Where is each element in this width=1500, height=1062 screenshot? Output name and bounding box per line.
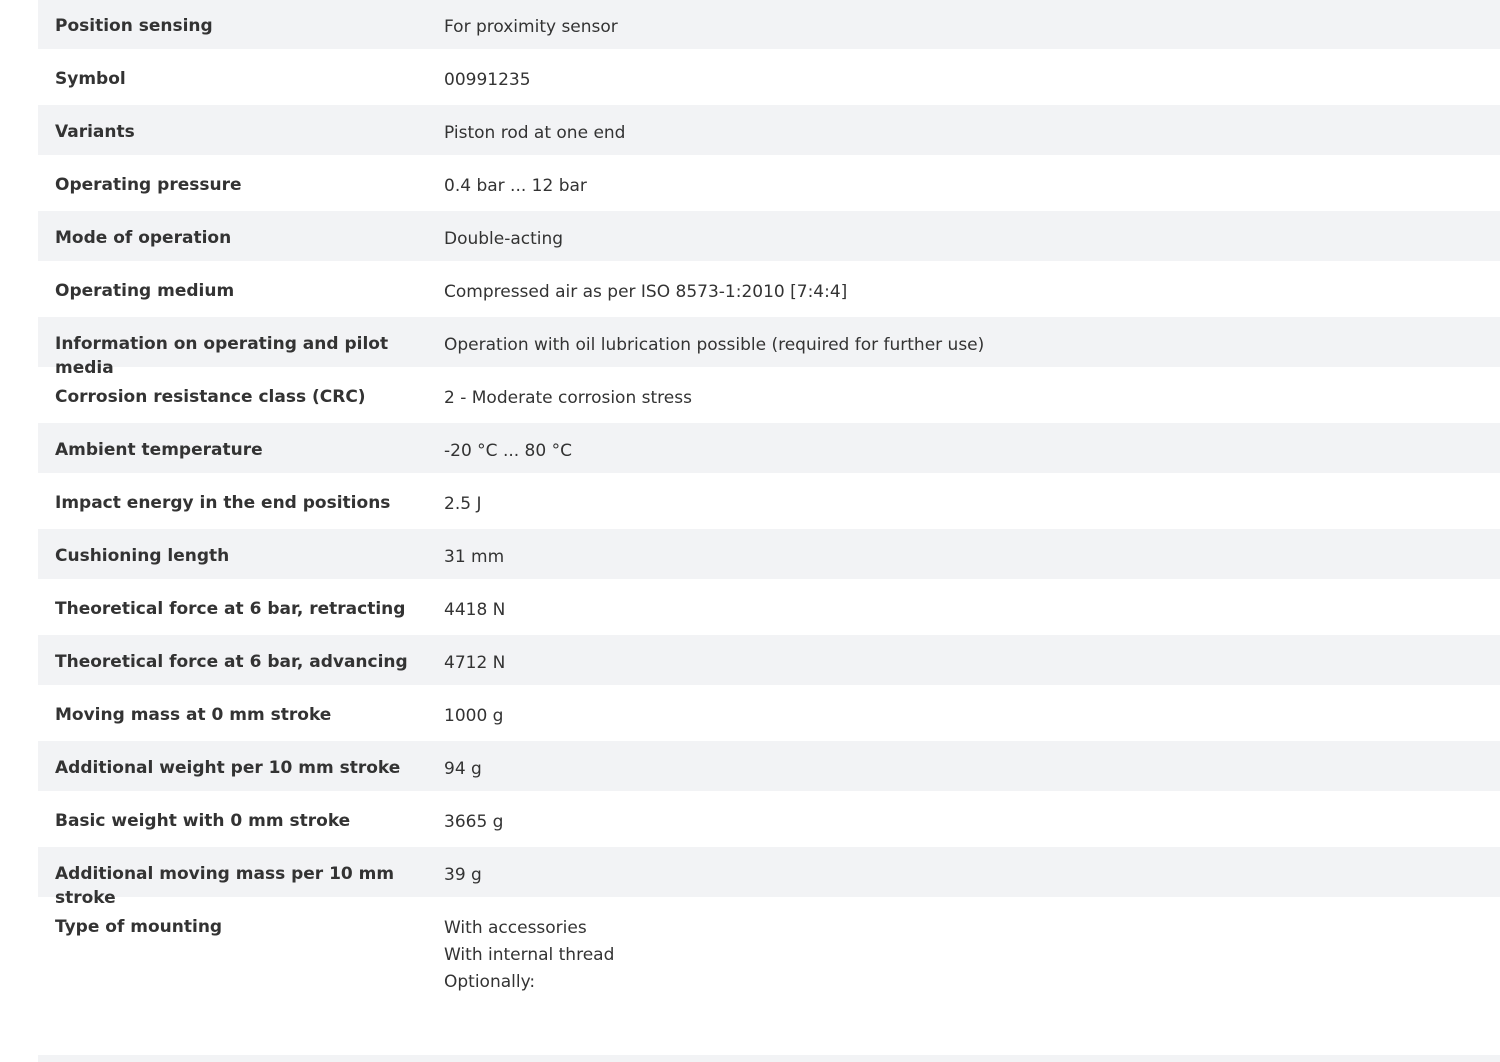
spec-row-operating-medium [38, 261, 1500, 317]
spec-label: Additional moving mass per 10 mm stroke [55, 864, 395, 908]
spec-value-line: Optionally: [444, 972, 536, 992]
spec-row-variants [38, 105, 1500, 155]
spec-value: 94 g [444, 759, 482, 779]
spec-value: 31 mm [444, 547, 505, 567]
spec-label: Cushioning length [55, 546, 230, 566]
spec-value: 39 g [444, 865, 482, 885]
spec-value: 0.4 bar ... 12 bar [444, 176, 587, 196]
technical-data-table [38, 0, 1500, 1008]
spec-value: Compressed air as per ISO 8573-1:2010 [7:4:4] [444, 282, 848, 302]
spec-row-additional-moving-mass [38, 847, 1500, 908]
spec-row-ambient-temperature [38, 423, 1500, 473]
spec-label: Additional weight per 10 mm stroke [55, 758, 401, 778]
spec-label: Theoretical force at 6 bar, advancing [55, 652, 408, 672]
spec-value: Operation with oil lubrication possible (required for further use) [444, 335, 985, 355]
spec-row-impact-energy [38, 473, 1500, 529]
spec-row-moving-mass [38, 685, 1500, 741]
spec-row-mode-of-operation [38, 211, 1500, 261]
spec-value: Double-acting [444, 229, 564, 249]
spec-label: Moving mass at 0 mm stroke [55, 705, 332, 725]
spec-value: 2 - Moderate corrosion stress [444, 388, 692, 408]
spec-value: Piston rod at one end [444, 123, 626, 143]
spec-value: 1000 g [444, 706, 504, 726]
spec-row-force-advancing [38, 635, 1500, 685]
spec-label: Impact energy in the end positions [55, 493, 391, 513]
spec-label: Position sensing [55, 16, 213, 36]
spec-row-operating-media-info [38, 317, 1500, 378]
spec-value: 3665 g [444, 812, 504, 832]
spec-value: -20 °C ... 80 °C [444, 441, 572, 461]
spec-row-type-of-mounting [38, 897, 1500, 1008]
spec-row-position-sensing [38, 0, 1500, 49]
spec-label: Ambient temperature [55, 440, 263, 460]
spec-row-force-retracting [38, 579, 1500, 635]
spec-label: Operating pressure [55, 175, 242, 195]
spec-label: Mode of operation [55, 228, 232, 248]
spec-label: Type of mounting [55, 917, 223, 937]
spec-value: 4712 N [444, 653, 506, 673]
spec-label: Theoretical force at 6 bar, retracting [55, 599, 406, 619]
spec-label: Basic weight with 0 mm stroke [55, 811, 351, 831]
spec-row-symbol [38, 49, 1500, 105]
spec-label: Information on operating and pilot media [55, 334, 389, 378]
spec-row-basic-weight [38, 791, 1500, 847]
spec-label: Corrosion resistance class (CRC) [55, 387, 366, 407]
spec-row-additional-weight [38, 741, 1500, 791]
spec-label: Symbol [55, 69, 126, 89]
spec-value: 00991235 [444, 70, 531, 90]
spec-value: 4418 N [444, 600, 506, 620]
next-row-strip [38, 1055, 1500, 1062]
spec-value-multiline [444, 915, 1500, 996]
spec-value: For proximity sensor [444, 17, 618, 37]
spec-value-line: With accessories [444, 918, 587, 938]
spec-value-line: With internal thread [444, 945, 615, 965]
spec-value: 2.5 J [444, 494, 482, 514]
spec-row-operating-pressure [38, 155, 1500, 211]
spec-label: Variants [55, 122, 135, 142]
spec-row-cushioning-length [38, 529, 1500, 579]
spec-label: Operating medium [55, 281, 235, 301]
